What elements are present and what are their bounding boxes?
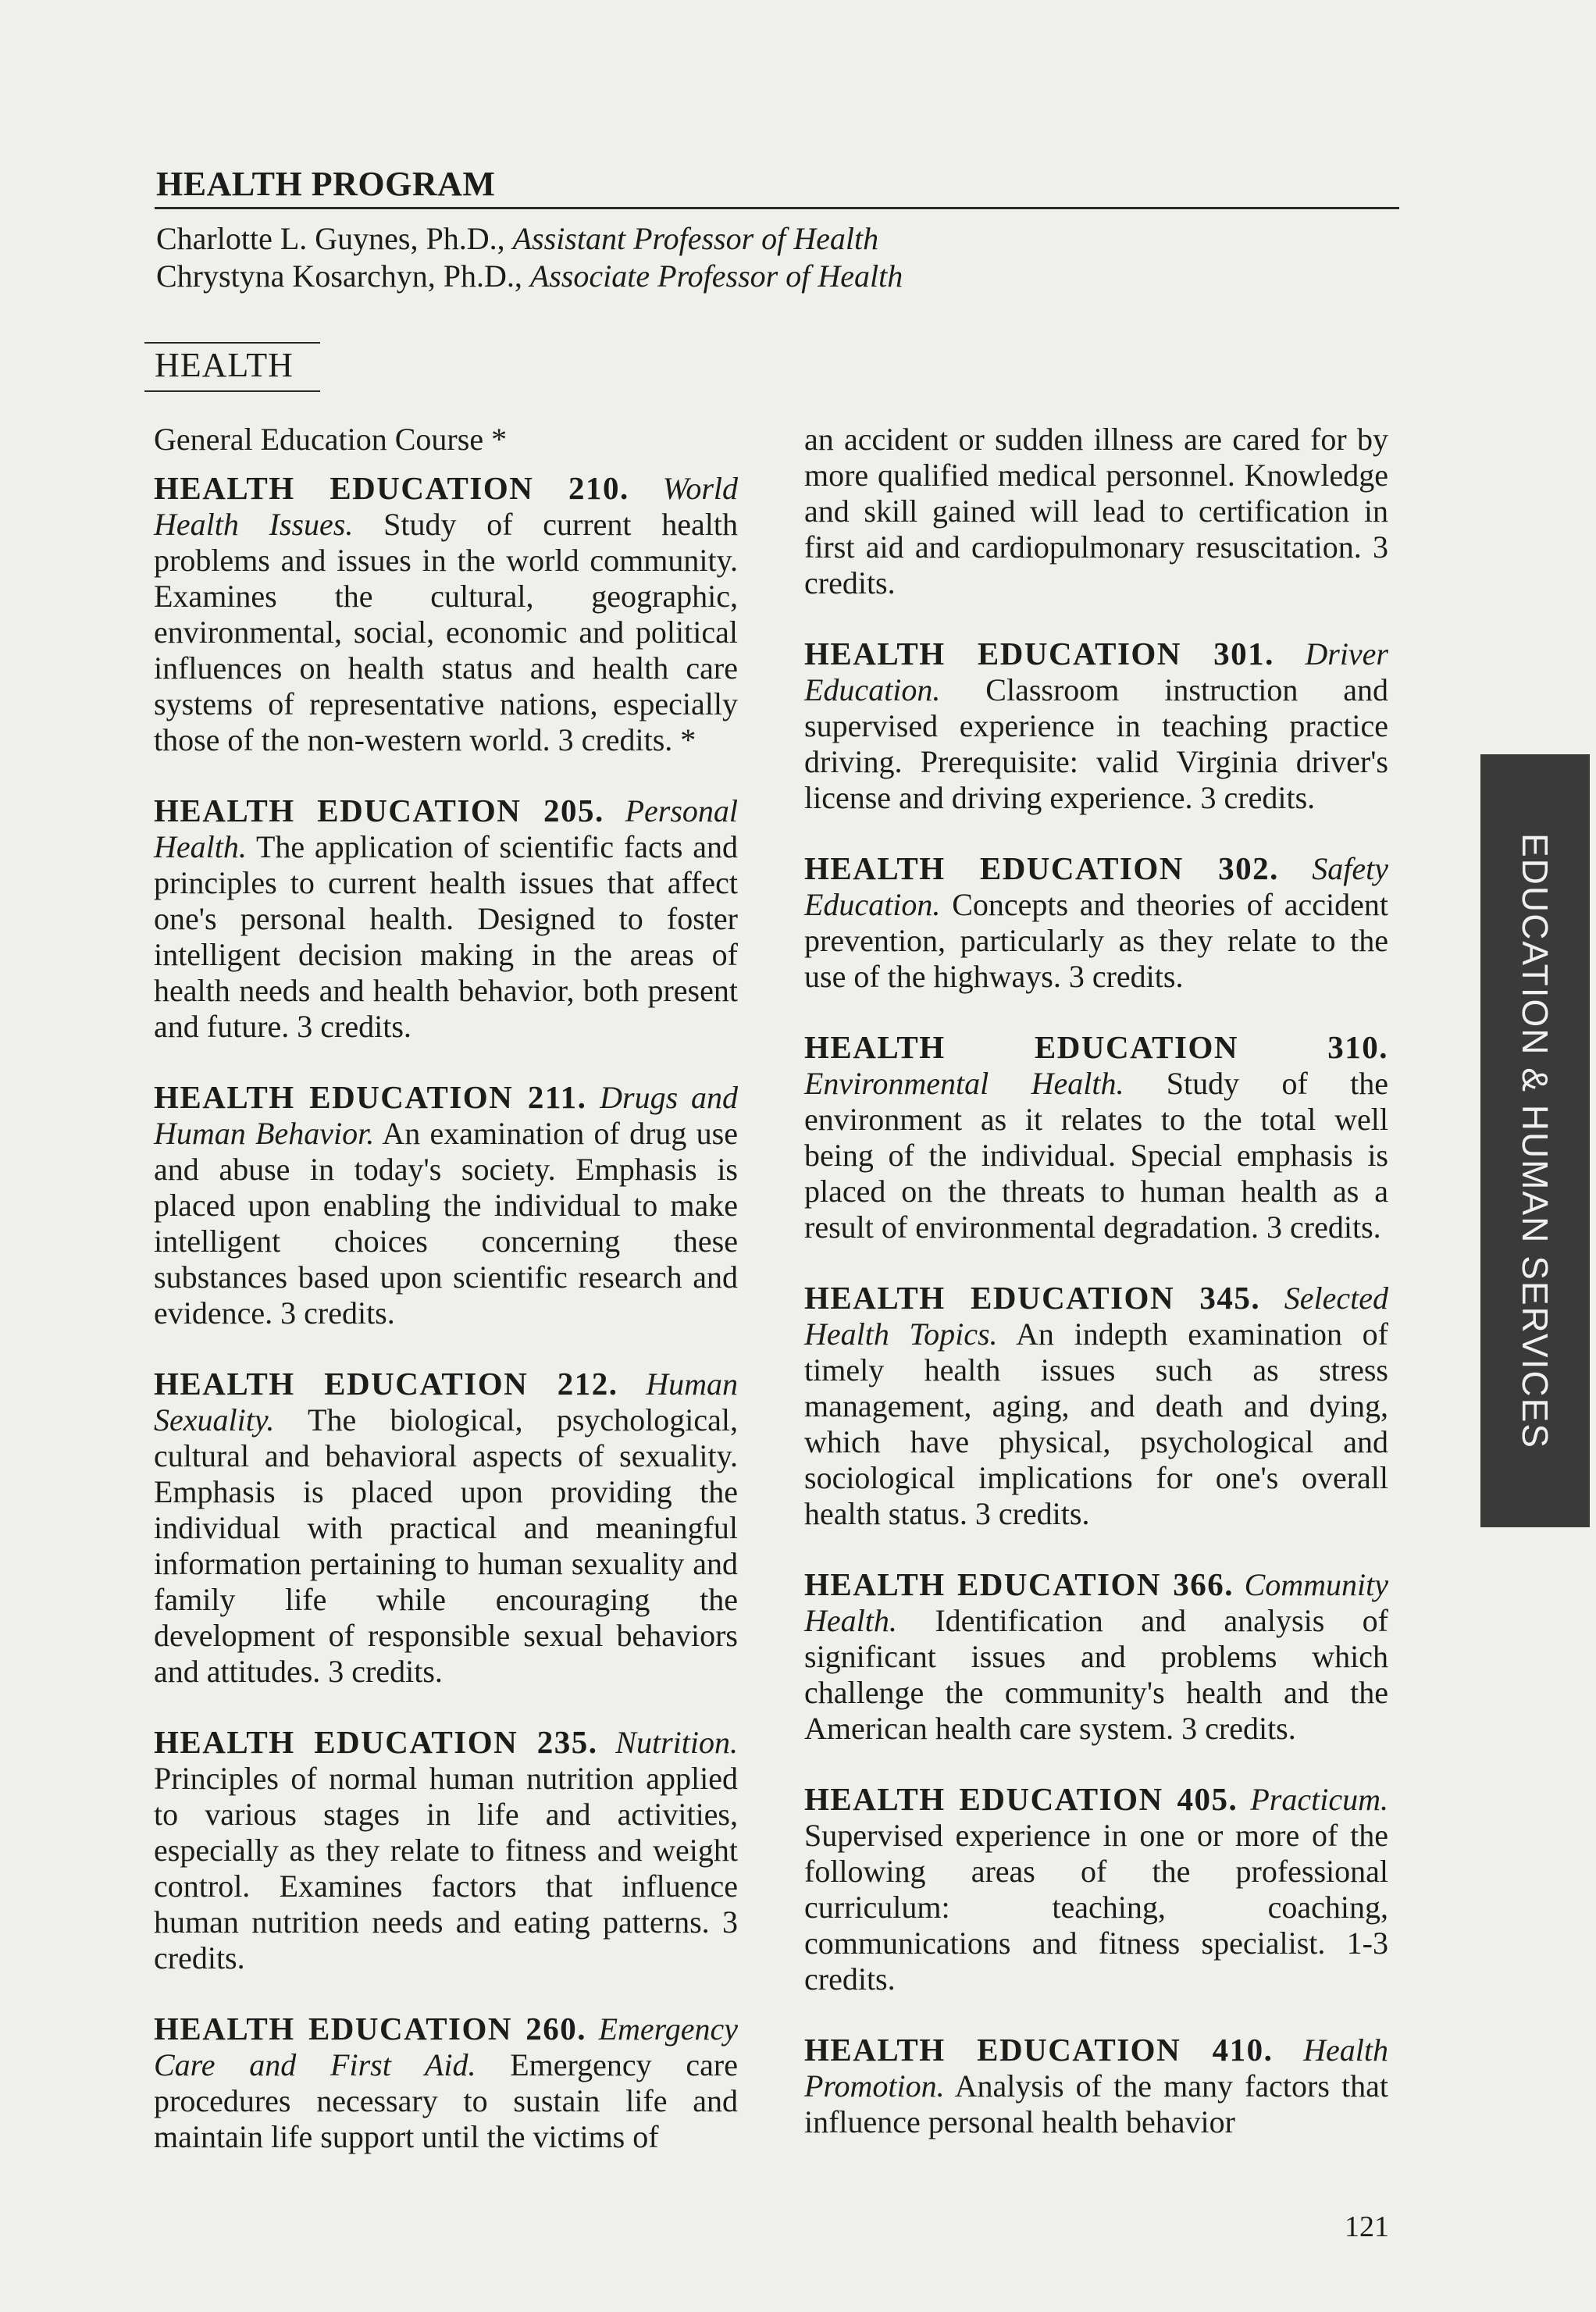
page-number: 121 <box>1345 2210 1389 2243</box>
course-entry <box>804 1280 1388 1532</box>
course-description: Supervised experience in one or more of the following areas of the professional curriculum: teaching, coaching, communications and fitness specialist. 1-3 credits. <box>804 1818 1388 1997</box>
faculty-name: Charlotte L. Guynes, Ph.D., <box>156 221 513 256</box>
course-code: HEALTH EDUCATION 210. <box>154 470 629 506</box>
course-description: The application of scientific facts and principles to current health issues that affect one's personal health. Designed to foster intelligent decision making in the areas of health needs and health behavior, both present and future. 3 credits. <box>154 829 738 1044</box>
course-description: An indepth examination of timely health issues such as stress management, aging, and death and dying, which have physical, psychological and sociological implications for one's overall health status. 3 credits. <box>804 1316 1389 1531</box>
course-code: HEALTH EDUCATION 410. <box>804 2032 1274 2068</box>
course-title: Safety Education. <box>804 851 1388 922</box>
course-title: Selected Health Topics. <box>804 1281 1388 1352</box>
program-title: HEALTH PROGRAM <box>156 165 496 203</box>
faculty-list <box>156 220 903 295</box>
general-education-note: General Education Course * <box>154 422 508 457</box>
section-rule-top <box>144 342 320 344</box>
course-description: Analysis of the many factors that influence personal health behavior <box>804 2068 1388 2139</box>
course-code: HEALTH EDUCATION 260. <box>154 2011 587 2047</box>
course-continuation: an accident or sudden illness are cared for by more qualified medical personnel. Knowledge and skill gained will lead to certification in first aid and cardiopulmonary resuscitation. 3 credits. <box>804 422 1388 600</box>
course-description: Principles of normal human nutrition applied to various stages in life and activities, especially as they relate to fitness and weight control. Examines factors that influence human nutrition needs and eating patterns. 3 credits. <box>154 1761 738 1975</box>
course-title: Nutrition. <box>615 1725 738 1760</box>
faculty-entry <box>156 258 903 295</box>
course-title: Human Sexuality. <box>154 1366 738 1437</box>
section-side-tab <box>1480 754 1590 1527</box>
faculty-entry <box>156 220 903 258</box>
course-title: Personal Health. <box>154 793 739 864</box>
course-code: HEALTH EDUCATION 301. <box>804 636 1274 672</box>
course-title: Environmental Health. <box>804 1066 1124 1101</box>
course-code: HEALTH EDUCATION 310. <box>804 1029 1388 1065</box>
course-code: HEALTH EDUCATION 212. <box>154 1366 618 1402</box>
course-description: Study of current health problems and issues in the world community. Examines the cultural, geographic, environmental, social, economic and political influences on health status and health care systems of representative nations, especially those of the non-western world. 3 credits. * <box>154 507 738 757</box>
course-entry <box>154 793 738 1045</box>
course-entry <box>804 1566 1388 1747</box>
right-column <box>804 422 1388 2175</box>
course-code: HEALTH EDUCATION 205. <box>154 793 604 828</box>
course-code: HEALTH EDUCATION 235. <box>154 1724 598 1760</box>
course-entry <box>154 1724 738 1976</box>
faculty-role: Associate Professor of Health <box>529 258 903 294</box>
course-title: Practicum. <box>1250 1782 1388 1817</box>
section-rule-bottom <box>144 390 320 392</box>
side-tab-label: EDUCATION & HUMAN SERVICES <box>1515 832 1555 1449</box>
course-code: HEALTH EDUCATION 345. <box>804 1280 1261 1316</box>
course-entry <box>154 2011 738 2155</box>
course-entry <box>804 1781 1388 1997</box>
course-title: Drugs and Human Behavior. <box>154 1080 739 1151</box>
section-title: HEALTH <box>155 346 294 384</box>
course-description: Classroom instruction and supervised experience in teaching practice driving. Prerequisite: valid Virginia driver's license and driving experience. 3 credits. <box>804 672 1388 815</box>
course-code: HEALTH EDUCATION 211. <box>154 1079 587 1115</box>
course-code: HEALTH EDUCATION 366. <box>804 1566 1234 1602</box>
course-code: HEALTH EDUCATION 405. <box>804 1781 1238 1817</box>
course-title: Emergency Care and First Aid. <box>154 2011 739 2082</box>
course-entry <box>154 470 738 758</box>
faculty-name: Chrystyna Kosarchyn, Ph.D., <box>156 258 530 294</box>
course-description: The biological, psychological, cultural and behavioral aspects of sexuality. Emphasis is placed upon providing the individual with practical and meaningful information pertaining to human sexuality and family life while encouraging the development of responsible sexual behaviors and attitudes. 3 credits. <box>154 1402 738 1689</box>
course-entry <box>804 2032 1388 2140</box>
course-entry <box>804 1029 1388 1245</box>
course-description: An examination of drug use and abuse in today's society. Emphasis is placed upon enabling the individual to make intelligent choices concerning these substances based upon scientific research and evidence. 3 credits. <box>154 1116 739 1331</box>
faculty-role: Assistant Professor of Health <box>512 221 879 256</box>
course-entry <box>804 850 1388 995</box>
course-entry <box>154 1079 738 1331</box>
course-description: Identification and analysis of significant issues and problems which challenge the community's health and the American health care system. 3 credits. <box>804 1603 1388 1746</box>
course-description: Concepts and theories of accident prevention, particularly as they relate to the use of the highways. 3 credits. <box>804 887 1389 994</box>
course-title: Driver Education. <box>804 636 1388 707</box>
course-entry <box>804 636 1388 816</box>
title-rule <box>155 207 1399 209</box>
course-title: Community Health. <box>804 1567 1388 1638</box>
left-column <box>154 422 738 2189</box>
course-entry <box>154 1366 738 1690</box>
course-title: World Health Issues. <box>154 471 738 542</box>
course-description: Study of the environment as it relates to the total well being of the individual. Special emphasis is placed on the threats to human health as a result of environmental degradation. 3 credits. <box>804 1066 1389 1245</box>
course-code: HEALTH EDUCATION 302. <box>804 850 1279 886</box>
course-title: Health Promotion. <box>804 2032 1388 2104</box>
course-description: Emergency care procedures necessary to sustain life and maintain life support until the victims of <box>154 2047 738 2154</box>
